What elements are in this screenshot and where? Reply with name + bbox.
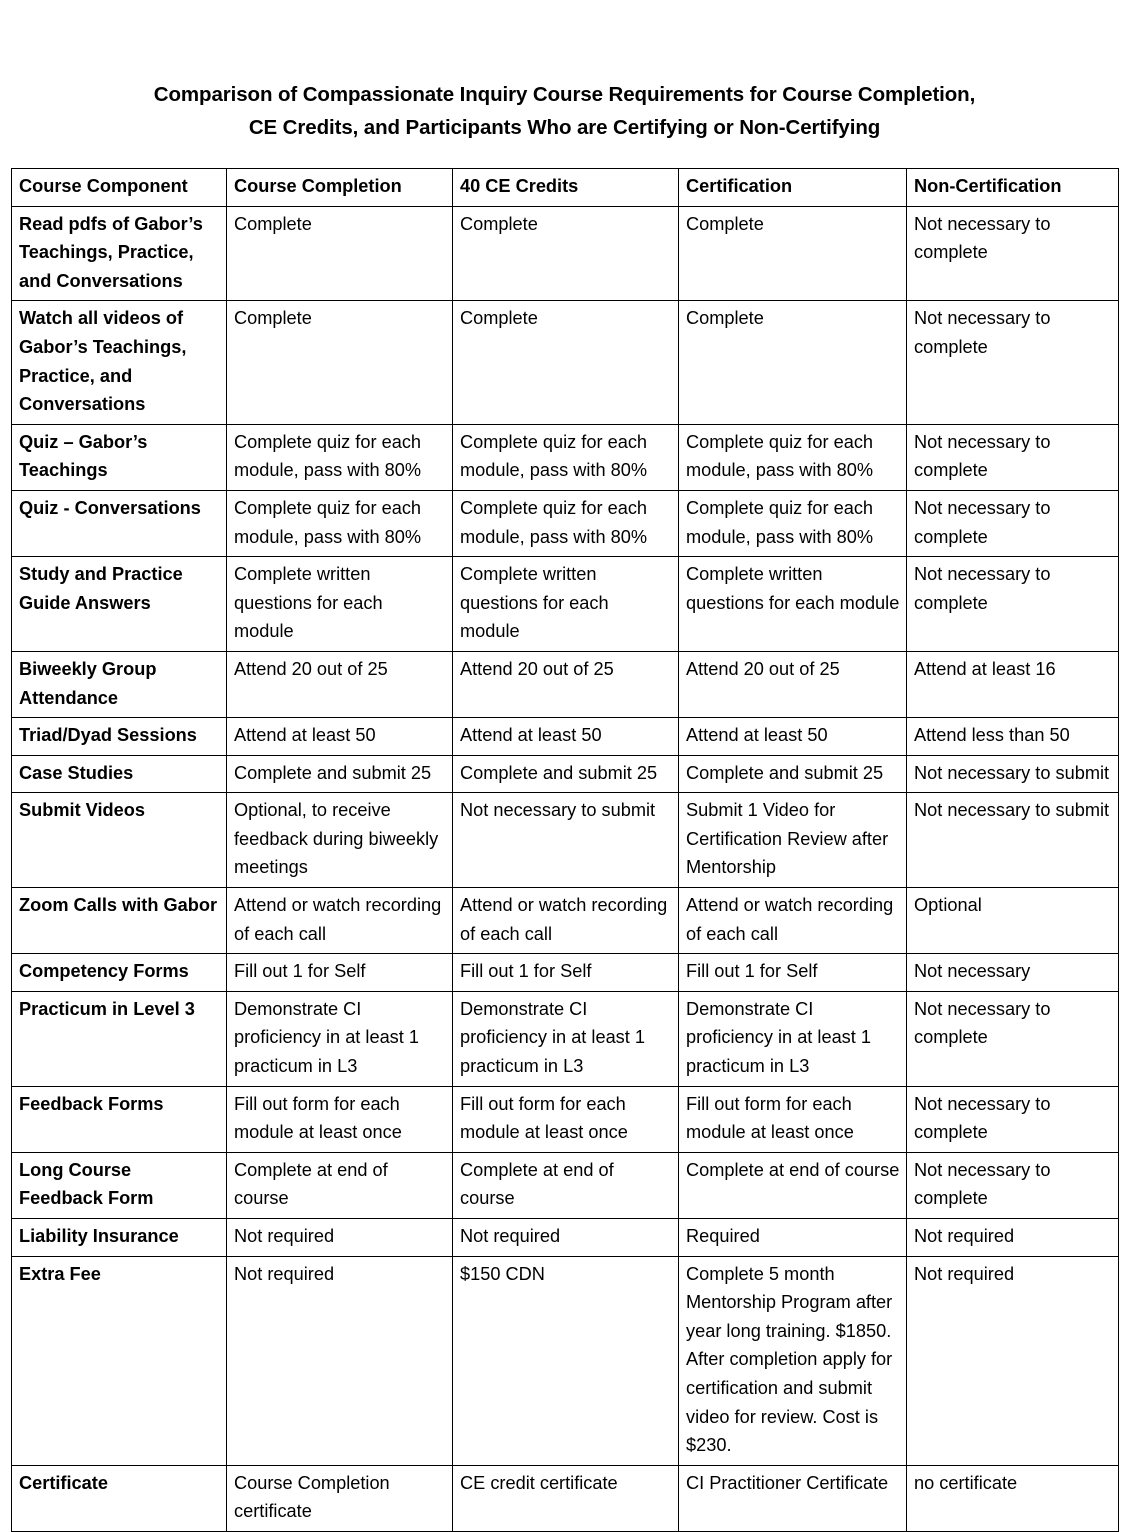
row-header-cell: Quiz – Gabor’s Teachings: [12, 424, 227, 490]
cell-ce-credits: Fill out form for each module at least once: [453, 1086, 679, 1152]
row-header-cell: Competency Forms: [12, 954, 227, 992]
cell-ce-credits: Complete: [453, 301, 679, 424]
cell-course-completion: Demonstrate CI proficiency in at least 1 practicum in L3: [227, 991, 453, 1086]
cell-non-certification: Not necessary to complete: [907, 1152, 1119, 1218]
cell-ce-credits: Complete: [453, 206, 679, 301]
cell-course-completion: Complete and submit 25: [227, 755, 453, 793]
cell-ce-credits: Attend 20 out of 25: [453, 651, 679, 717]
cell-certification: Complete and submit 25: [679, 755, 907, 793]
cell-course-completion: Fill out form for each module at least once: [227, 1086, 453, 1152]
course-requirements-table: [11, 168, 1119, 1532]
table-row: [12, 954, 1119, 992]
cell-non-certification: Not necessary to complete: [907, 991, 1119, 1086]
cell-course-completion: Complete written questions for each module: [227, 557, 453, 652]
row-header-cell: Certificate: [12, 1465, 227, 1531]
table-row: [12, 557, 1119, 652]
row-header-cell: Zoom Calls with Gabor: [12, 888, 227, 954]
column-header-course-completion: Course Completion: [227, 169, 453, 207]
table-row: [12, 301, 1119, 424]
cell-ce-credits: Complete written questions for each module: [453, 557, 679, 652]
table-row: [12, 991, 1119, 1086]
cell-certification: Complete: [679, 301, 907, 424]
table-row: [12, 206, 1119, 301]
cell-non-certification: Attend at least 16: [907, 651, 1119, 717]
cell-ce-credits: Complete and submit 25: [453, 755, 679, 793]
row-header-cell: Quiz - Conversations: [12, 490, 227, 556]
row-header-cell: Extra Fee: [12, 1256, 227, 1465]
cell-certification: Attend or watch recording of each call: [679, 888, 907, 954]
cell-non-certification: no certificate: [907, 1465, 1119, 1531]
cell-non-certification: Not required: [907, 1219, 1119, 1257]
cell-ce-credits: Demonstrate CI proficiency in at least 1 practicum in L3: [453, 991, 679, 1086]
cell-non-certification: Not necessary to complete: [907, 1086, 1119, 1152]
page-title: [0, 0, 1129, 144]
cell-non-certification: Attend less than 50: [907, 718, 1119, 756]
column-header-non-certification: Non-Certification: [907, 169, 1119, 207]
cell-certification: Demonstrate CI proficiency in at least 1 practicum in L3: [679, 991, 907, 1086]
cell-ce-credits: Not necessary to submit: [453, 793, 679, 888]
page-title-line-2: CE Credits, and Participants Who are Certifying or Non-Certifying: [248, 116, 881, 139]
table-header-row: [12, 169, 1119, 207]
table-row: [12, 651, 1119, 717]
cell-certification: CI Practitioner Certificate: [679, 1465, 907, 1531]
cell-certification: Complete written questions for each module: [679, 557, 907, 652]
cell-ce-credits: Not required: [453, 1219, 679, 1257]
cell-course-completion: Course Completion certificate: [227, 1465, 453, 1531]
cell-non-certification: Optional: [907, 888, 1119, 954]
table-row: [12, 1086, 1119, 1152]
cell-non-certification: Not necessary to submit: [907, 755, 1119, 793]
row-header-cell: Triad/Dyad Sessions: [12, 718, 227, 756]
cell-ce-credits: Complete quiz for each module, pass with 80%: [453, 490, 679, 556]
row-header-cell: Submit Videos: [12, 793, 227, 888]
cell-certification: Attend 20 out of 25: [679, 651, 907, 717]
cell-certification: Required: [679, 1219, 907, 1257]
column-header-certification: Certification: [679, 169, 907, 207]
table-row: [12, 424, 1119, 490]
cell-certification: Attend at least 50: [679, 718, 907, 756]
cell-certification: Complete quiz for each module, pass with 80%: [679, 490, 907, 556]
requirements-table-container: [0, 144, 1129, 1532]
row-header-cell: Watch all videos of Gabor’s Teachings, Practice, and Conversations: [12, 301, 227, 424]
cell-non-certification: Not necessary to complete: [907, 206, 1119, 301]
table-row: [12, 1465, 1119, 1531]
table-body: [12, 206, 1119, 1531]
cell-certification: Complete quiz for each module, pass with 80%: [679, 424, 907, 490]
cell-ce-credits: Attend at least 50: [453, 718, 679, 756]
cell-course-completion: Not required: [227, 1219, 453, 1257]
cell-non-certification: Not necessary to complete: [907, 557, 1119, 652]
table-header: [12, 169, 1119, 207]
cell-course-completion: Attend at least 50: [227, 718, 453, 756]
cell-ce-credits: Complete at end of course: [453, 1152, 679, 1218]
column-header-ce-credits: 40 CE Credits: [453, 169, 679, 207]
table-row: [12, 490, 1119, 556]
cell-certification: Complete: [679, 206, 907, 301]
cell-course-completion: Not required: [227, 1256, 453, 1465]
cell-course-completion: Optional, to receive feedback during biweekly meetings: [227, 793, 453, 888]
cell-course-completion: Fill out 1 for Self: [227, 954, 453, 992]
page-title-line-1: Comparison of Compassionate Inquiry Course Requirements for Course Completion,: [153, 83, 976, 106]
table-row: [12, 755, 1119, 793]
column-header-course-component: Course Component: [12, 169, 227, 207]
row-header-cell: Feedback Forms: [12, 1086, 227, 1152]
cell-certification: Fill out form for each module at least once: [679, 1086, 907, 1152]
cell-ce-credits: Complete quiz for each module, pass with 80%: [453, 424, 679, 490]
table-row: [12, 1219, 1119, 1257]
row-header-cell: Practicum in Level 3: [12, 991, 227, 1086]
cell-ce-credits: Fill out 1 for Self: [453, 954, 679, 992]
cell-certification: Complete 5 month Mentorship Program after year long training. $1850. After completion apply for certification and submit video for review. Cost is $230.: [679, 1256, 907, 1465]
cell-ce-credits: Attend or watch recording of each call: [453, 888, 679, 954]
row-header-cell: Liability Insurance: [12, 1219, 227, 1257]
row-header-cell: Case Studies: [12, 755, 227, 793]
table-row: [12, 1152, 1119, 1218]
table-row: [12, 888, 1119, 954]
row-header-cell: Biweekly Group Attendance: [12, 651, 227, 717]
cell-course-completion: Complete: [227, 301, 453, 424]
cell-certification: Fill out 1 for Self: [679, 954, 907, 992]
row-header-cell: Study and Practice Guide Answers: [12, 557, 227, 652]
cell-course-completion: Attend or watch recording of each call: [227, 888, 453, 954]
cell-non-certification: Not necessary to submit: [907, 793, 1119, 888]
cell-non-certification: Not necessary: [907, 954, 1119, 992]
table-row: [12, 718, 1119, 756]
cell-non-certification: Not required: [907, 1256, 1119, 1465]
cell-course-completion: Complete at end of course: [227, 1152, 453, 1218]
row-header-cell: Read pdfs of Gabor’s Teachings, Practice, and Conversations: [12, 206, 227, 301]
cell-ce-credits: CE credit certificate: [453, 1465, 679, 1531]
table-row: [12, 793, 1119, 888]
cell-non-certification: Not necessary to complete: [907, 490, 1119, 556]
table-row: [12, 1256, 1119, 1465]
cell-course-completion: Complete quiz for each module, pass with 80%: [227, 424, 453, 490]
cell-certification: Submit 1 Video for Certification Review after Mentorship: [679, 793, 907, 888]
cell-ce-credits: $150 CDN: [453, 1256, 679, 1465]
cell-course-completion: Complete: [227, 206, 453, 301]
cell-non-certification: Not necessary to complete: [907, 424, 1119, 490]
cell-course-completion: Complete quiz for each module, pass with 80%: [227, 490, 453, 556]
cell-certification: Complete at end of course: [679, 1152, 907, 1218]
cell-course-completion: Attend 20 out of 25: [227, 651, 453, 717]
row-header-cell: Long Course Feedback Form: [12, 1152, 227, 1218]
cell-non-certification: Not necessary to complete: [907, 301, 1119, 424]
